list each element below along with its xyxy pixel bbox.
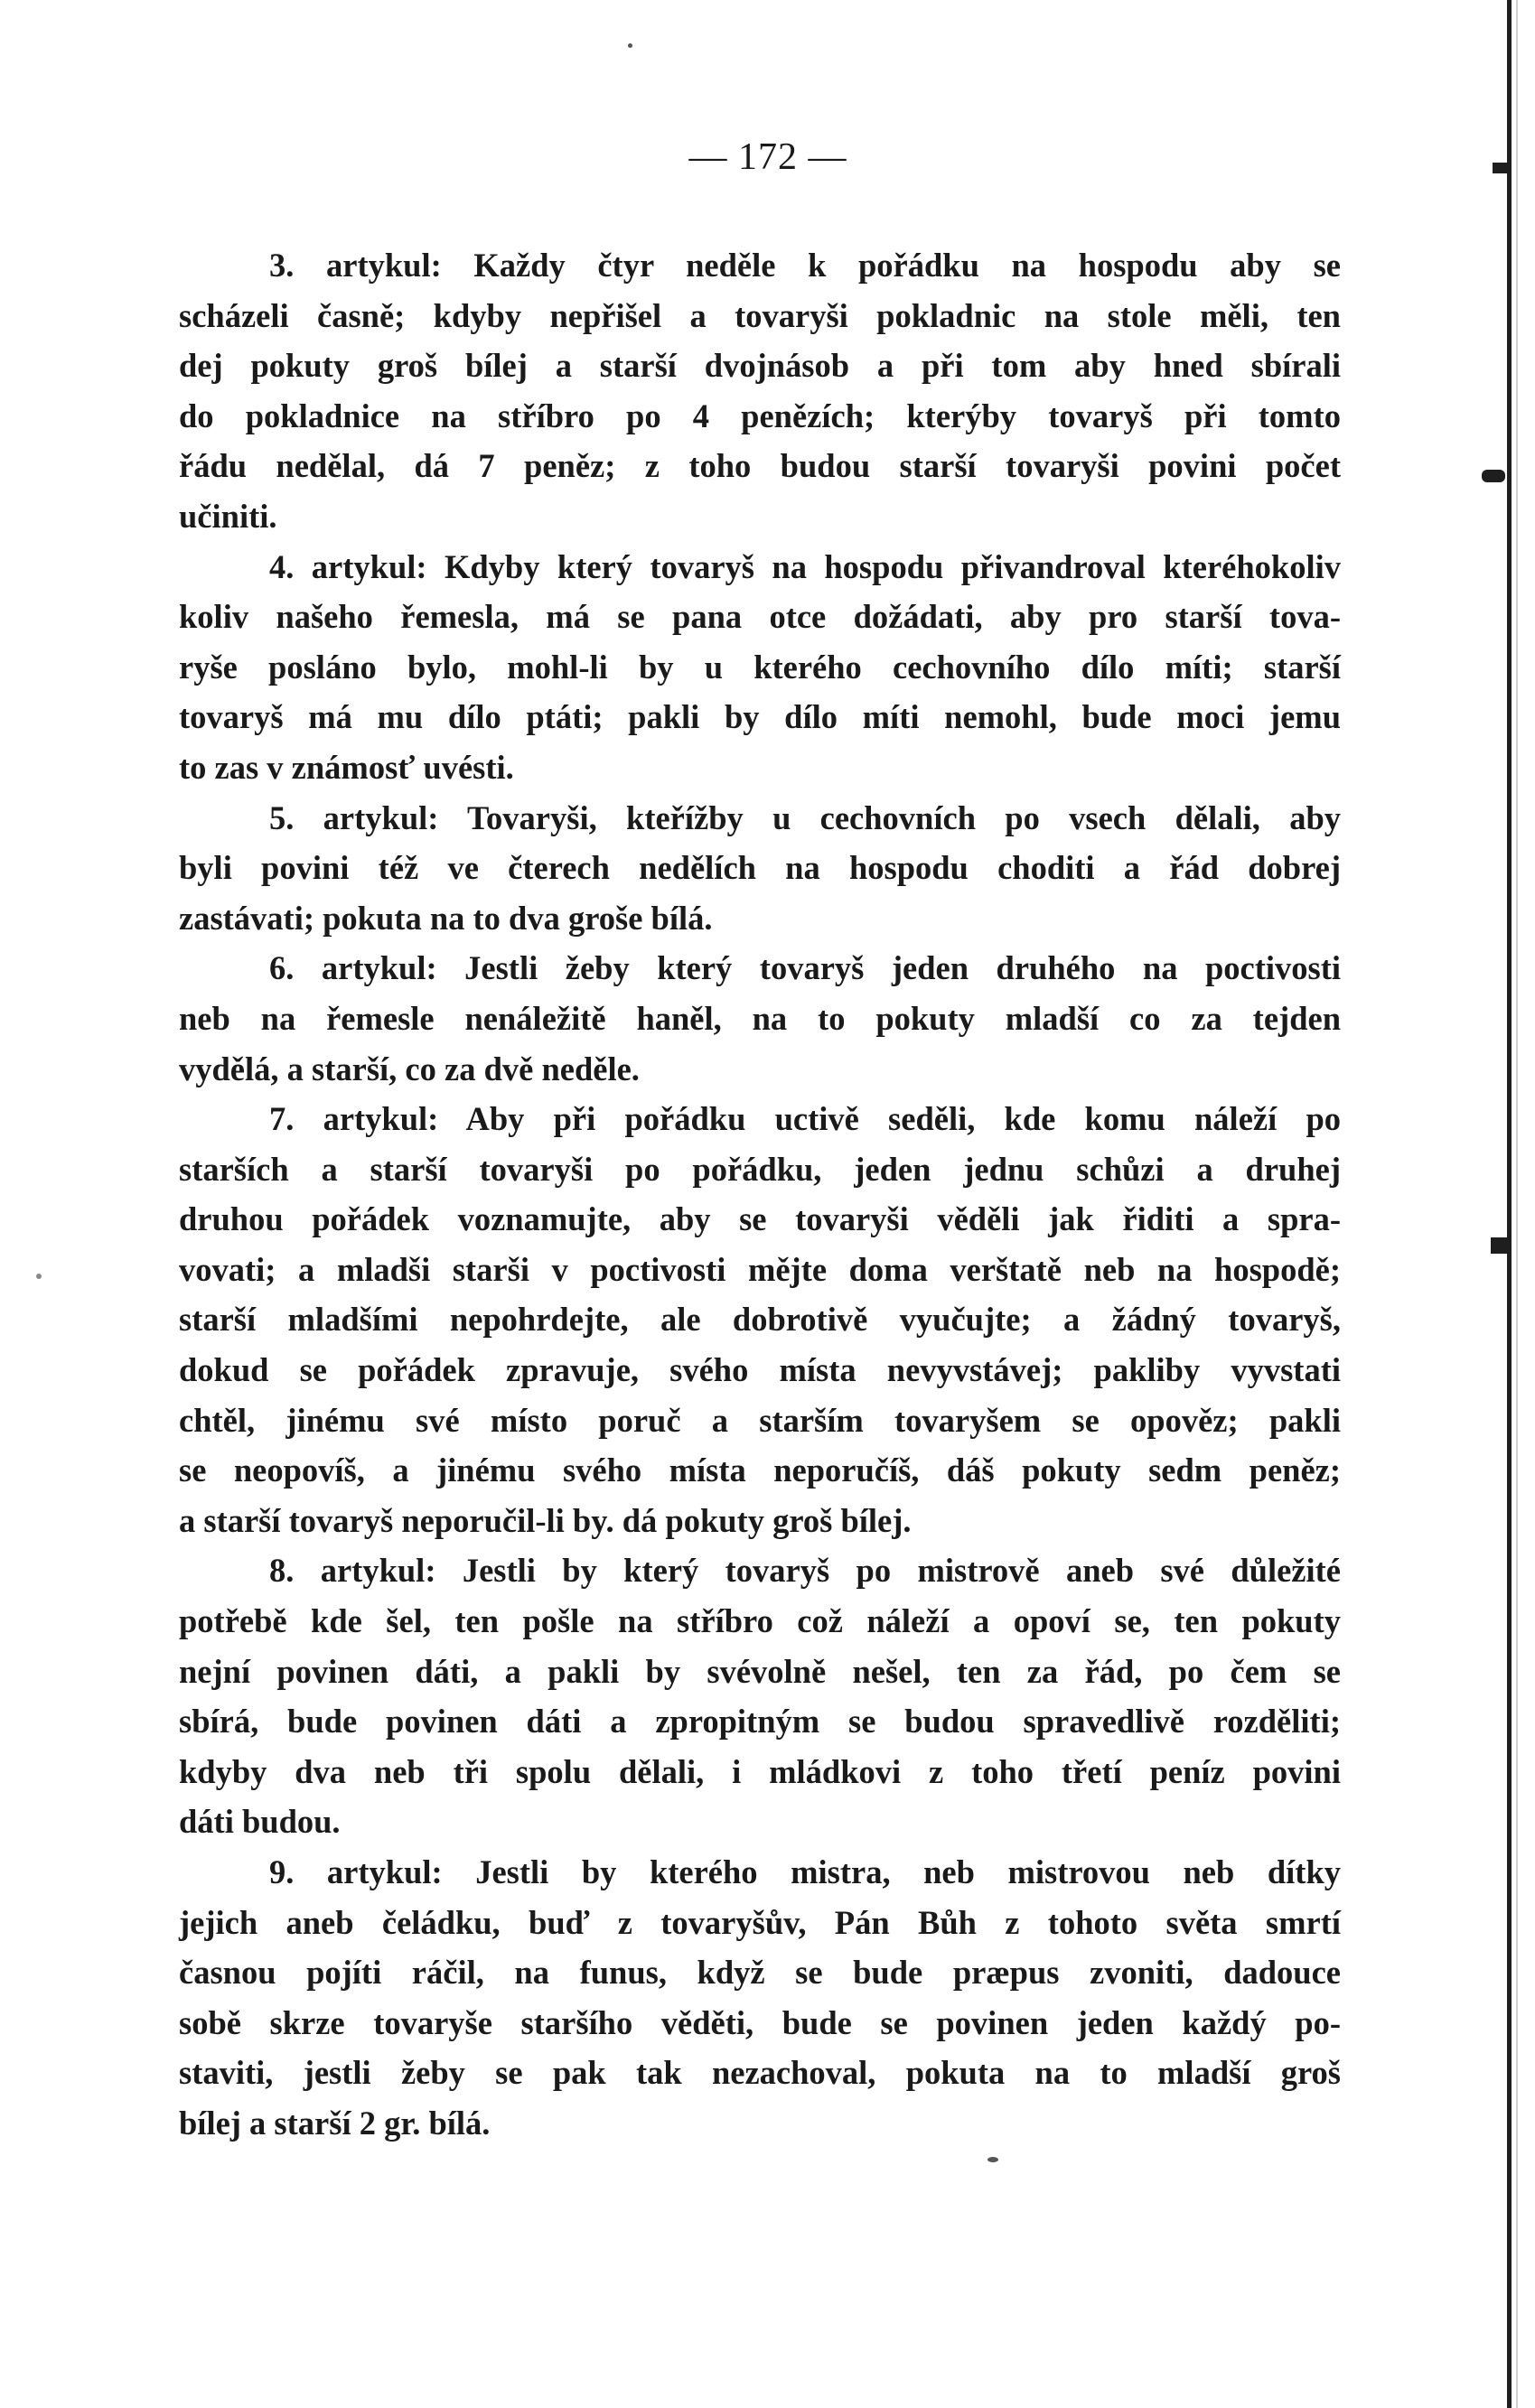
text-line: dáti budou. <box>179 1803 341 1841</box>
text-line: ryše posláno bylo, mohl-li by u kterého cechovního dílo míti; starší <box>179 648 1341 686</box>
text-line: neb na řemesle nenáležitě haněl, na to pokuty mladší co za tejden <box>179 999 1341 1037</box>
text-line: dej pokuty groš bílej a starší dvojnásob a při tom aby hned sbírali <box>179 347 1341 385</box>
text-line: časnou pojíti ráčil, na funus, když se bude præpus zvoniti, dadouce <box>179 1954 1341 1992</box>
text-line: kdyby dva neb tři spolu dělali, i mládkovi z toho třetí peníz povini <box>179 1752 1341 1790</box>
edge-mark-lower <box>1491 1237 1507 1254</box>
text-line: 9. artykul: Jestli by kterého mistra, neb mistrovou neb dítky <box>269 1853 1341 1890</box>
text-line: potřebě kde šel, ten pošle na stříbro což náleží a opoví se, ten pokuty <box>179 1602 1341 1640</box>
text-line: učiniti. <box>179 497 277 535</box>
text-line: vydělá, a starší, co za dvě neděle. <box>179 1050 640 1087</box>
text-line: 7. artykul: Aby při pořádku uctivě seděli, kde komu náleží po <box>269 1100 1341 1138</box>
text-line: starších a starší tovaryši po pořádku, jeden jednu schůzi a druhej <box>179 1150 1341 1188</box>
text-line: 8. artykul: Jestli by který tovaryš po mistrově aneb své důležité <box>269 1552 1341 1590</box>
text-line: a starší tovaryš neporučil-li by. dá pokuty groš bílej. <box>179 1501 912 1539</box>
speck-1 <box>628 43 632 48</box>
body-text <box>179 240 1341 2149</box>
edge-mark-middle <box>1482 470 1505 482</box>
text-line: jejich aneb čeládku, buď z tovaryšův, Pán Bůh z tohoto světa smrtí <box>179 1903 1341 1941</box>
text-line: 5. artykul: Tovaryši, kteřížby u cechovních po vsech dělali, aby <box>269 798 1341 836</box>
page-number: — 172 — <box>688 136 847 178</box>
page-edge-line <box>1507 0 1512 2408</box>
text-line: sbírá, bude povinen dáti a zpropitným se budou spravedlivě rozděliti; <box>179 1703 1341 1741</box>
edge-mark-top <box>1493 163 1511 173</box>
text-line: to zas v známosť uvésti. <box>179 748 514 786</box>
text-line: sobě skrze tovaryše staršího věděti, bude se povinen jeden každý po- <box>179 2003 1341 2041</box>
text-line: starší mladšími nepohrdejte, ale dobrotivě vyučujte; a žádný tovaryš, <box>179 1301 1341 1339</box>
text-line: druhou pořádek voznamujte, aby se tovaryši věděli jak řiditi a spra- <box>179 1200 1341 1238</box>
text-line: 3. artykul: Každy čtyr neděle k pořádku na hospodu aby se <box>269 247 1341 284</box>
text-line: se neopovíš, a jinému svého místa neporučíš, dáš pokuty sedm peněz; <box>179 1451 1341 1489</box>
page-edge-shadow <box>1516 0 1518 2408</box>
speck-2 <box>36 1274 42 1279</box>
text-line: 4. artykul: Kdyby který tovaryš na hospodu přivandroval kteréhokoliv <box>269 547 1341 585</box>
text-line: do pokladnice na stříbro po 4 penězích; kterýby tovaryš při tomto <box>179 397 1341 434</box>
text-line: nejní povinen dáti, a pakli by svévolně nešel, ten za řád, po čem se <box>179 1652 1341 1690</box>
text-line: vovati; a mladši starši v poctivosti mějte doma verštatě neb na hospodě; <box>179 1250 1341 1288</box>
text-line: bílej a starší 2 gr. bílá. <box>179 2104 491 2142</box>
text-line: řádu nedělal, dá 7 peněz; z toho budou starší tovaryši povini počet <box>179 447 1341 485</box>
text-line: chtěl, jinému své místo poruč a starším tovaryšem se opověz; pakli <box>179 1401 1341 1439</box>
text-line: tovaryš má mu dílo ptáti; pakli by dílo míti nemohl, bude moci jemu <box>179 698 1341 736</box>
text-line: byli povini též ve čterech nedělích na hospodu choditi a řád dobrej <box>179 849 1341 887</box>
text-line: staviti, jestli žeby se pak tak nezachoval, pokuta na to mladší groš <box>179 2054 1341 2092</box>
text-line: koliv našeho řemesla, má se pana otce dožádati, aby pro starší tova- <box>179 598 1341 636</box>
text-line: scházeli časně; kdyby nepřišel a tovaryši pokladnic na stole měli, ten <box>179 296 1341 334</box>
text-line: 6. artykul: Jestli žeby který tovaryš jeden druhého na poctivosti <box>269 949 1341 987</box>
speck-3 <box>987 2157 998 2162</box>
text-line: zastávati; pokuta na to dva groše bílá. <box>179 899 713 937</box>
text-line: dokud se pořádek zpravuje, svého místa nevyvstávej; pakliby vyvstati <box>179 1351 1341 1389</box>
